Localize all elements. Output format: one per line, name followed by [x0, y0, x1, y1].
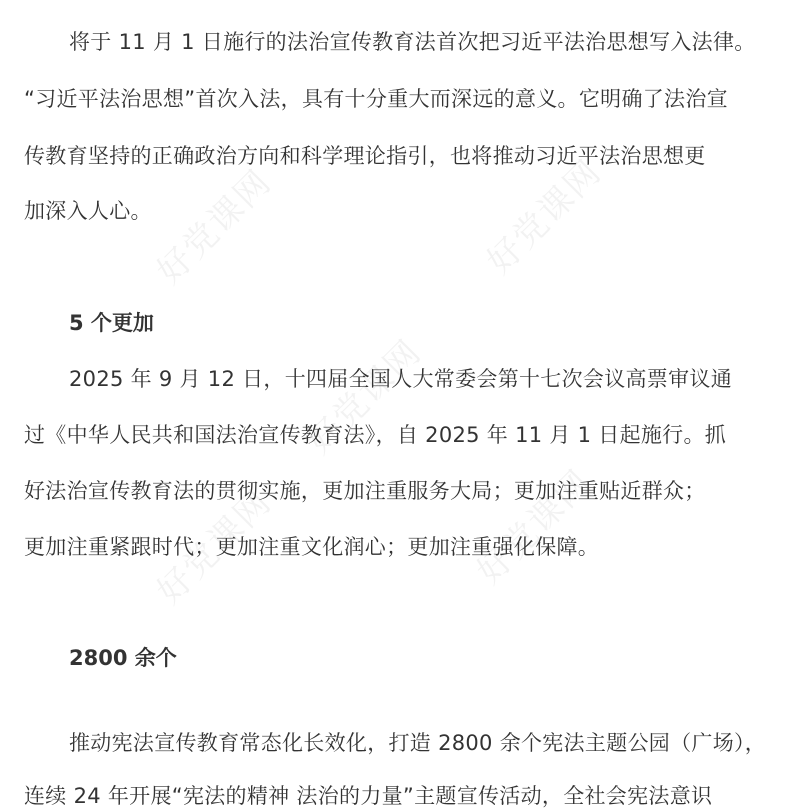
- watermark: 好党课网: [299, 331, 430, 463]
- paragraph-line: 连续 24 年开展“宪法的精神 法治的力量”主题宣传活动，全社会宪法意识: [24, 784, 713, 808]
- paragraph-line: 加深入人心。: [24, 199, 152, 223]
- section-heading: 5 个更加: [69, 311, 154, 335]
- paragraph-line: 过《中华人民共和国法治宣传教育法》，自 2025 年 11 月 1 日起施行。抓: [24, 423, 727, 447]
- paragraph-line: 好法治宣传教育法的贯彻实施，更加注重服务大局；更加注重贴近群众；: [24, 479, 706, 503]
- paragraph-line: 2025 年 9 月 12 日，十四届全国人大常委会第十七次会议高票审议通: [69, 367, 732, 391]
- watermark: 好党课网: [149, 481, 280, 613]
- watermark: 好党课网: [469, 461, 600, 593]
- watermark: 好党课网: [479, 151, 610, 283]
- paragraph-line: 推动宪法宣传教育常态化长效化，打造 2800 余个宪法主题公园（广场），: [69, 731, 767, 755]
- watermark: 好党课网: [149, 161, 280, 293]
- paragraph-line: 更加注重紧跟时代；更加注重文化润心；更加注重强化保障。: [24, 535, 600, 559]
- paragraph-line: “习近平法治思想”首次入法，具有十分重大而深远的意义。它明确了法治宣: [24, 87, 728, 111]
- paragraph-line: 传教育坚持的正确政治方向和科学理论指引，也将推动习近平法治思想更: [24, 144, 706, 168]
- paragraph-line: 将于 11 月 1 日施行的法治宣传教育法首次把习近平法治思想写入法律。: [69, 30, 756, 54]
- section-heading: 2800 余个: [69, 646, 177, 670]
